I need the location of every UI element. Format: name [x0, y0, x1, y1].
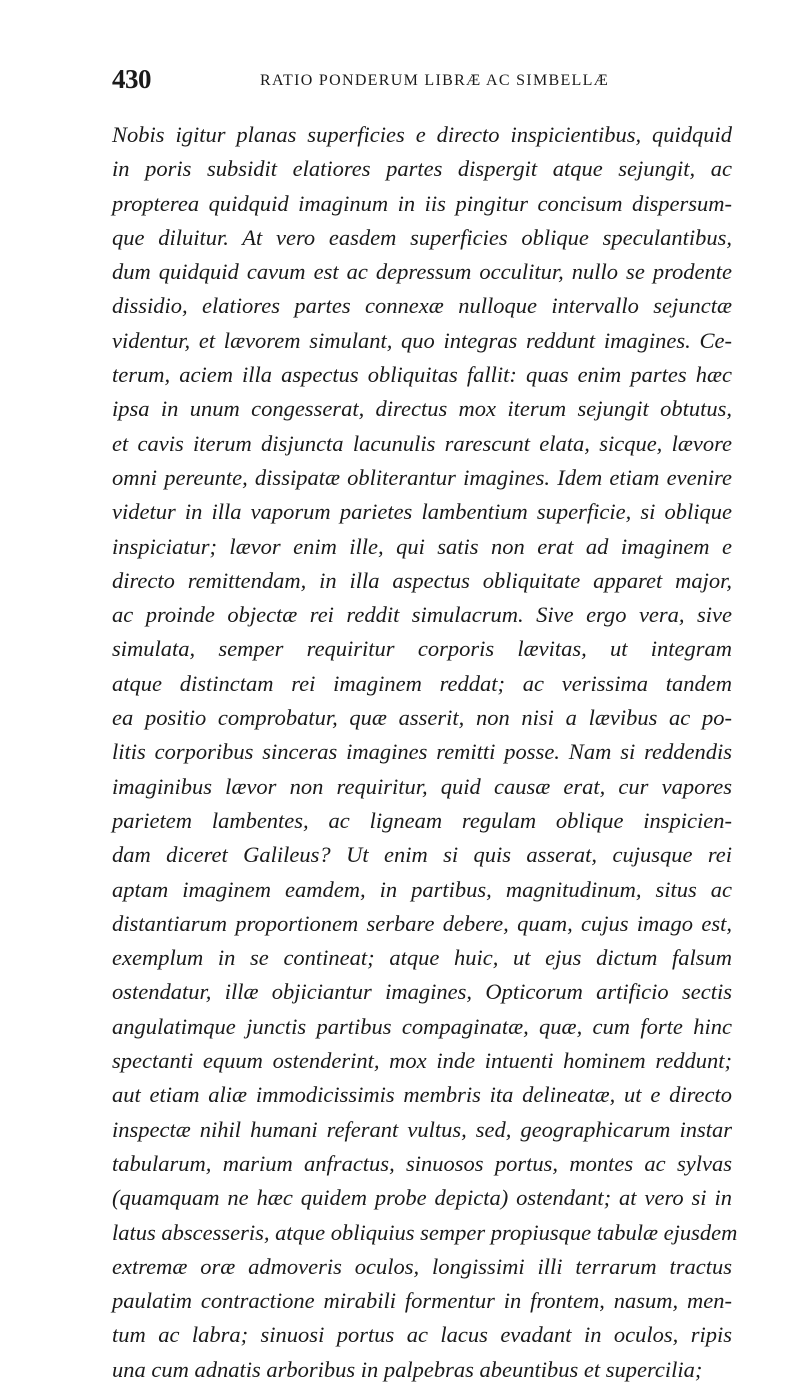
text-line: imaginibus lævor non requiritur, quid causæ erat, cur vapores [112, 773, 732, 799]
text-line: videntur, et lævorem simulant, quo integras reddunt imagines. Ce- [112, 327, 732, 353]
text-line: spectanti equum ostenderint, mox inde intuenti hominem reddunt; [112, 1048, 732, 1074]
text-line: angulatimque junctis partibus compaginatæ, quæ, cum forte hinc [112, 1013, 732, 1039]
body-text [112, 118, 738, 1387]
text-line: terum, aciem illa aspectus obliquitas fallit: quas enim partes hæc [112, 362, 732, 388]
text-line: ostendatur, illæ objiciantur imagines, Opticorum artificio sectis [112, 979, 732, 1005]
text-line: una cum adnatis arboribus in palpebras abeuntibus et supercilia; [112, 1356, 703, 1382]
text-line: aptam imaginem eamdem, in partibus, magnitudinum, situs ac [112, 876, 732, 902]
text-line: (quamquam ne hæc quidem probe depicta) ostendant; at vero si in [112, 1185, 732, 1211]
text-line: distantiarum proportionem serbare debere, quam, cujus imago est, [112, 910, 732, 936]
text-line: parietem lambentes, ac ligneam regulam oblique inspicien- [112, 807, 732, 833]
text-line: atque distinctam rei imaginem reddat; ac verissima tandem [112, 670, 732, 696]
text-line: dum quidquid cavum est ac depressum occulitur, nullo se prodente [112, 259, 732, 285]
text-line: exemplum in se contineat; atque huic, ut ejus dictum falsum [112, 945, 732, 971]
text-line: ipsa in unum congesserat, directus mox iterum sejungit obtutus, [112, 396, 732, 422]
text-line: latus abscesseris, atque obliquius semper propiusque tabulæ ejusdem [112, 1219, 738, 1245]
text-line: extremæ oræ admoveris oculos, longissimi illi terrarum tractus [112, 1253, 732, 1279]
text-line: propterea quidquid imaginum in iis pingitur concisum dispersum- [112, 190, 732, 216]
text-line: dam diceret Galileus? Ut enim si quis asserat, cujusque rei [112, 842, 732, 868]
text-line: que diluitur. At vero easdem superficies oblique speculantibus, [112, 224, 732, 250]
page-header [112, 64, 712, 104]
running-head: RATIO PONDERUM LIBRÆ AC SIMBELLÆ [260, 72, 610, 89]
text-line: tabularum, marium anfractus, sinuosos portus, montes ac sylvas [112, 1150, 732, 1176]
text-line: inspiciatur; lævor enim ille, qui satis non erat ad imaginem e [112, 533, 732, 559]
text-line: dissidio, elatiores partes connexæ nulloque intervallo sejunctæ [112, 293, 732, 319]
page-number: 430 [112, 64, 151, 94]
text-line: videtur in illa vaporum parietes lambentium superficie, si oblique [112, 499, 732, 525]
text-line: in poris subsidit elatiores partes dispergit atque sejungit, ac [112, 156, 732, 182]
text-line: paulatim contractione mirabili formentur in frontem, nasum, men- [112, 1288, 732, 1314]
text-line: ea positio comprobatur, quæ asserit, non nisi a lævibus ac po- [112, 705, 732, 731]
text-line: omni pereunte, dissipatæ obliterantur imagines. Idem etiam evenire [112, 464, 732, 490]
text-line: ac proinde objectæ rei reddit simulacrum. Sive ergo vera, sive [112, 602, 732, 628]
text-line: et cavis iterum disjuncta lacunulis rarescunt elata, sicque, lævore [112, 430, 732, 456]
text-line: Nobis igitur planas superficies e directo inspicientibus, quidquid [112, 122, 732, 147]
text-line: aut etiam aliæ immodicissimis membris ita delineatæ, ut e directo [112, 1082, 732, 1108]
text-line: litis corporibus sinceras imagines remitti posse. Nam si reddendis [112, 739, 732, 765]
text-line: inspectæ nihil humani referant vultus, sed, geographicarum instar [112, 1116, 732, 1142]
text-line: tum ac labra; sinuosi portus ac lacus evadant in oculos, ripis [112, 1322, 732, 1348]
text-line: simulata, semper requiritur corporis lævitas, ut integram [112, 636, 732, 662]
text-line: directo remittendam, in illa aspectus obliquitate apparet major, [112, 567, 732, 593]
